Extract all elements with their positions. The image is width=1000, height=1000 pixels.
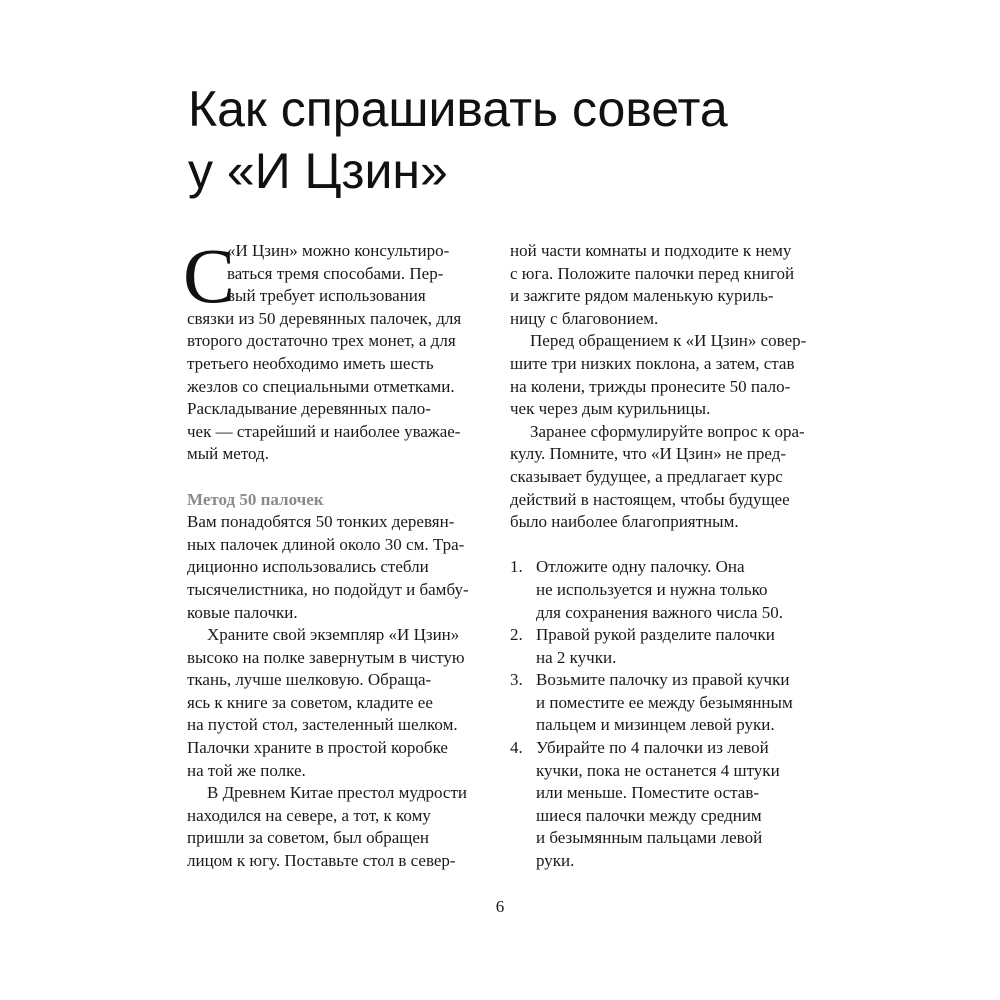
text-line: вый требует использования — [227, 286, 426, 306]
text-line: Перед обращением к «И Цзин» совер- — [530, 331, 807, 351]
list-number: 2. — [510, 625, 523, 645]
text-line: шите три низких поклона, а затем, став — [510, 353, 795, 373]
text-line: Вам понадобятся 50 тонких деревян- — [187, 512, 455, 532]
list-number: 3. — [510, 670, 523, 690]
text-line: на колени, трижды пронесите 50 пало- — [510, 376, 791, 396]
right-paragraph-3 — [510, 421, 810, 534]
drop-cap: С — [183, 232, 236, 319]
text-line: ваться тремя способами. Пер- — [227, 263, 444, 283]
method-paragraph-1 — [187, 511, 483, 624]
text-line: Правой рукой разделите палочки — [536, 625, 775, 645]
list-number: 4. — [510, 738, 523, 758]
text-line: или меньше. Поместите остав- — [536, 783, 760, 803]
text-line: мый метод. — [187, 444, 269, 464]
text-line: кулу. Помните, что «И Цзин» не пред- — [510, 444, 787, 464]
page-number: 6 — [495, 897, 505, 916]
text-line: на 2 кучки. — [536, 647, 617, 667]
text-line: на пустой стол, застеленный шелком. — [187, 715, 458, 735]
text-line: В Древнем Китае престол мудрости — [207, 783, 467, 803]
text-line: ковые палочки. — [187, 602, 298, 622]
steps-list — [510, 556, 810, 872]
text-line: Убирайте по 4 палочки из левой — [536, 738, 769, 758]
title-line-2: у «И Цзин» — [188, 143, 448, 199]
method-paragraph-3 — [187, 782, 483, 872]
text-line: ясь к книге за советом, кладите ее — [187, 692, 433, 712]
method-heading: Метод 50 палочек — [187, 489, 324, 509]
text-line: ной части комнаты и подходите к нему — [510, 241, 792, 260]
list-item — [510, 556, 810, 624]
text-line: Возьмите палочку из правой кучки — [536, 670, 790, 690]
text-line: связки из 50 деревянных палочек, для — [187, 308, 462, 328]
text-line: действий в настоящем, чтобы будущее — [510, 489, 790, 509]
text-line: Отложите одну палочку. Она — [536, 557, 745, 577]
text-line: высоко на полке завернутым в чистую — [187, 647, 465, 667]
method-paragraph-2 — [187, 624, 483, 782]
text-line: и безымянным пальцами левой — [536, 828, 763, 848]
text-line: ткань, лучше шелковую. Обраща- — [187, 670, 432, 690]
left-column — [183, 232, 483, 873]
text-line: находился на севере, а тот, к кому — [187, 805, 431, 825]
text-line: лицом к югу. Поставьте стол в север- — [187, 851, 456, 871]
spacer — [187, 466, 483, 489]
list-number: 1. — [510, 557, 523, 577]
text-line: кучки, пока не останется 4 штуки — [536, 760, 780, 780]
right-paragraph-1 — [510, 240, 810, 330]
text-line: Заранее сформулируйте вопрос к ора- — [530, 421, 805, 441]
title-line-1: Как спрашивать совета — [188, 81, 728, 137]
intro-paragraph — [183, 232, 483, 466]
page-title — [188, 78, 828, 202]
list-item — [510, 737, 810, 873]
text-line: на той же полке. — [187, 760, 306, 780]
list-item — [510, 624, 810, 669]
text-line: руки. — [536, 851, 575, 871]
list-item — [510, 669, 810, 737]
text-line: жезлов со специальными отметками. — [187, 376, 455, 396]
text-line: Раскладывание деревянных пало- — [187, 399, 431, 419]
text-line: чек — старейший и наиболее уважае- — [187, 421, 461, 441]
text-line: и поместите ее между безымянным — [536, 692, 793, 712]
text-line: с юга. Положите палочки перед книгой — [510, 263, 795, 283]
text-line: «И Цзин» можно консультиро- — [227, 241, 450, 260]
text-line: пальцем и мизинцем левой руки. — [536, 715, 775, 735]
right-column — [510, 240, 810, 873]
spacer — [510, 534, 810, 557]
text-line: ницу с благовонием. — [510, 308, 659, 328]
text-line: пришли за советом, был обращен — [187, 828, 430, 848]
text-line: сказывает будущее, а предлагает курс — [510, 466, 783, 486]
text-line: для сохранения важного числа 50. — [536, 602, 783, 622]
text-line: тысячелистника, но подойдут и бамбу- — [187, 579, 469, 599]
text-line: второго достаточно трех монет, а для — [187, 331, 456, 351]
text-line: третьего необходимо иметь шесть — [187, 353, 434, 373]
text-line: было наиболее благоприятным. — [510, 512, 739, 532]
text-line: шиеся палочки между средним — [536, 805, 762, 825]
text-line: и зажгите рядом маленькую куриль- — [510, 286, 774, 306]
text-line: не используется и нужна только — [536, 579, 768, 599]
text-line: Храните свой экземпляр «И Цзин» — [207, 625, 460, 645]
right-paragraph-2 — [510, 330, 810, 420]
text-line: диционно использовались стебли — [187, 557, 429, 577]
text-line: чек через дым курильницы. — [510, 399, 711, 419]
text-line: Палочки храните в простой коробке — [187, 738, 448, 758]
text-line: ных палочек длиной около 30 см. Тра- — [187, 534, 465, 554]
